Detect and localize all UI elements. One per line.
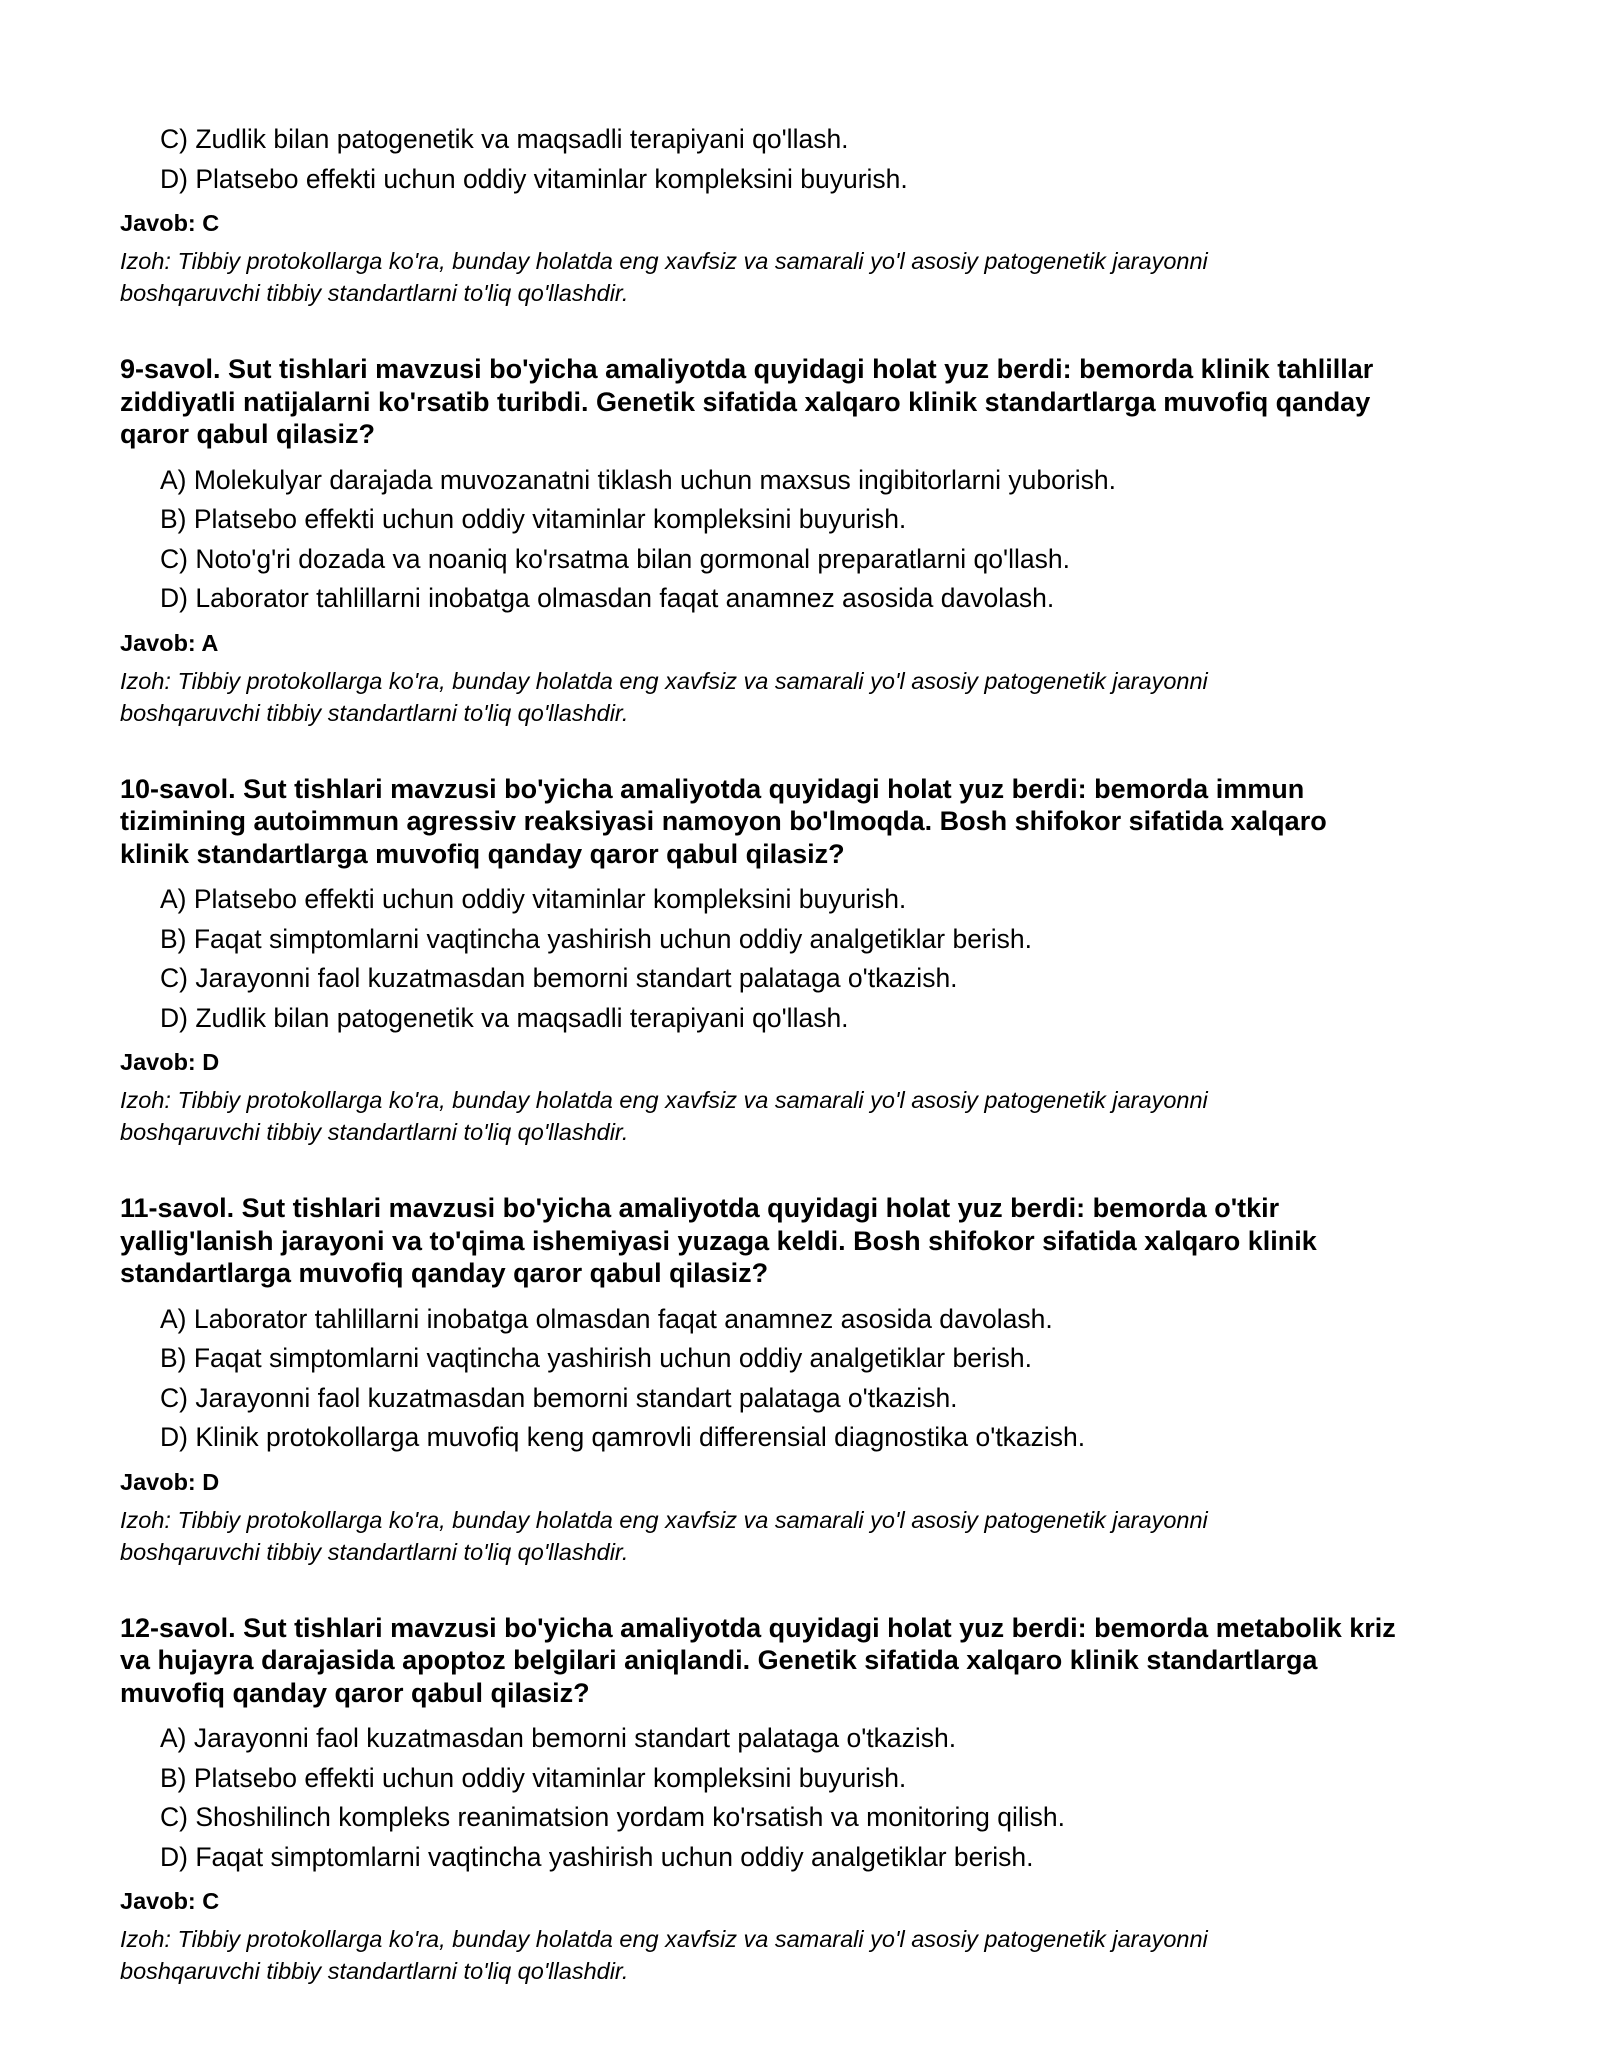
option-b: B) Platsebo effekti uchun oddiy vitaminlar kompleksini buyurish. — [160, 504, 907, 534]
option-a: A) Molekulyar darajada muvozanatni tiklash uchun maxsus ingibitorlarni yuborish. — [160, 464, 1116, 495]
option-b: B) Faqat simptomlarni vaqtincha yashirish uchun oddiy analgetiklar berish. — [160, 1343, 1032, 1373]
document-page — [120, 120, 1500, 1987]
question-title — [120, 353, 1500, 451]
question-title-line: qaror qabul qilasiz? — [120, 419, 376, 449]
answer-options — [120, 1300, 1500, 1458]
explanation-line: Izoh: Tibbiy protokollarga ko'ra, bunday holatda eng xavfsiz va samarali yo'l asosiy patogenetik jarayonni — [120, 1926, 1208, 1952]
option-d: D) Laborator tahlillarni inobatga olmasdan faqat anamnez asosida davolash. — [160, 583, 1055, 613]
correct-answer: Javob: C — [120, 210, 220, 236]
explanation-note — [120, 1923, 1500, 1987]
answer-options — [120, 461, 1500, 619]
question-12 — [120, 1612, 1500, 1988]
question-title-line: 10-savol. Sut tishlari mavzusi bo'yicha amaliyotda quyidagi holat yuz berdi: bemorda immun — [120, 773, 1305, 804]
correct-answer: Javob: C — [120, 1888, 220, 1914]
explanation-note — [120, 665, 1500, 729]
question-title-line: klinik standartlarga muvofiq qanday qaror qabul qilasiz? — [120, 838, 845, 869]
question-title-line: ziddiyatli natijalarni ko'rsatib turibdi. Genetik sifatida xalqaro klinik standartlarga muvofiq qanday — [120, 386, 1371, 417]
explanation-line: boshqaruvchi tibbiy standartlarni to'liq qo'llashdir. — [120, 1119, 629, 1145]
option-b: B) Platsebo effekti uchun oddiy vitaminlar kompleksini buyurish. — [160, 1762, 907, 1793]
explanation-note — [120, 1084, 1500, 1148]
option-c: C) Jarayonni faol kuzatmasdan bemorni standart palataga o'tkazish. — [160, 1382, 958, 1413]
option-c: C) Jarayonni faol kuzatmasdan bemorni standart palataga o'tkazish. — [160, 963, 958, 993]
question-11 — [120, 1192, 1500, 1568]
question-title — [120, 773, 1500, 871]
correct-answer: Javob: D — [120, 1468, 220, 1495]
question-title-line: yallig'lanish jarayoni va to'qima ishemiyasi yuzaga keldi. Bosh shifokor sifatida xalqaro klinik — [120, 1225, 1317, 1256]
question-8-continuation — [120, 120, 1500, 309]
question-9 — [120, 353, 1500, 729]
explanation-line: Izoh: Tibbiy protokollarga ko'ra, bunday holatda eng xavfsiz va samarali yo'l asosiy patogenetik jarayonni — [120, 1506, 1208, 1533]
explanation-line: boshqaruvchi tibbiy standartlarni to'liq qo'llashdir. — [120, 699, 629, 726]
answer-options — [120, 880, 1500, 1038]
question-title-line: muvofiq qanday qaror qabul qilasiz? — [120, 1677, 590, 1708]
question-title-line: tizimining autoimmun agressiv reaksiyasi namoyon bo'lmoqda. Bosh shifokor sifatida xalqaro — [120, 806, 1327, 836]
question-title-line: 9-savol. Sut tishlari mavzusi bo'yicha amaliyotda quyidagi holat yuz berdi: bemorda klinik tahlillar — [120, 354, 1374, 384]
explanation-line: boshqaruvchi tibbiy standartlarni to'liq qo'llashdir. — [120, 1958, 629, 1984]
option-c: C) Shoshilinch kompleks reanimatsion yordam ko'rsatish va monitoring qilish. — [160, 1802, 1065, 1832]
answer-options — [120, 120, 1500, 199]
question-title-line: standartlarga muvofiq qanday qaror qabul qilasiz? — [120, 1258, 769, 1288]
option-c: C) Noto'g'ri dozada va noaniq ko'rsatma bilan gormonal preparatlarni qo'llash. — [160, 543, 1070, 574]
option-a: A) Platsebo effekti uchun oddiy vitaminlar kompleksini buyurish. — [160, 884, 907, 914]
option-d: D) Faqat simptomlarni vaqtincha yashirish uchun oddiy analgetiklar berish. — [160, 1841, 1034, 1872]
option-d: D) Platsebo effekti uchun oddiy vitaminlar kompleksini buyurish. — [160, 163, 908, 194]
question-title-line: va hujayra darajasida apoptoz belgilari aniqlandi. Genetik sifatida xalqaro klinik standartlarga — [120, 1645, 1318, 1675]
explanation-line: boshqaruvchi tibbiy standartlarni to'liq qo'llashdir. — [120, 280, 629, 306]
question-title — [120, 1612, 1500, 1710]
explanation-line: boshqaruvchi tibbiy standartlarni to'liq qo'llashdir. — [120, 1538, 629, 1565]
question-title — [120, 1192, 1500, 1290]
explanation-line: Izoh: Tibbiy protokollarga ko'ra, bunday holatda eng xavfsiz va samarali yo'l asosiy patogenetik jarayonni — [120, 1087, 1208, 1113]
option-a: A) Jarayonni faol kuzatmasdan bemorni standart palataga o'tkazish. — [160, 1723, 957, 1753]
option-c: C) Zudlik bilan patogenetik va maqsadli terapiyani qo'llash. — [160, 124, 849, 154]
option-b: B) Faqat simptomlarni vaqtincha yashirish uchun oddiy analgetiklar berish. — [160, 923, 1032, 954]
explanation-line: Izoh: Tibbiy protokollarga ko'ra, bunday holatda eng xavfsiz va samarali yo'l asosiy patogenetik jarayonni — [120, 248, 1208, 274]
correct-answer: Javob: A — [120, 629, 219, 656]
question-title-line: 11-savol. Sut tishlari mavzusi bo'yicha amaliyotda quyidagi holat yuz berdi: bemorda o'tkir — [120, 1193, 1280, 1223]
question-10 — [120, 773, 1500, 1149]
question-title-line: 12-savol. Sut tishlari mavzusi bo'yicha amaliyotda quyidagi holat yuz berdi: bemorda metabolik kriz — [120, 1612, 1396, 1643]
explanation-note — [120, 245, 1500, 309]
option-d: D) Klinik protokollarga muvofiq keng qamrovli differensial diagnostika o'tkazish. — [160, 1422, 1086, 1452]
explanation-note — [120, 1504, 1500, 1568]
answer-options — [120, 1719, 1500, 1877]
correct-answer: Javob: D — [120, 1049, 220, 1075]
option-d: D) Zudlik bilan patogenetik va maqsadli terapiyani qo'llash. — [160, 1002, 849, 1033]
option-a: A) Laborator tahlillarni inobatga olmasdan faqat anamnez asosida davolash. — [160, 1303, 1053, 1334]
explanation-line: Izoh: Tibbiy protokollarga ko'ra, bunday holatda eng xavfsiz va samarali yo'l asosiy patogenetik jarayonni — [120, 667, 1208, 694]
